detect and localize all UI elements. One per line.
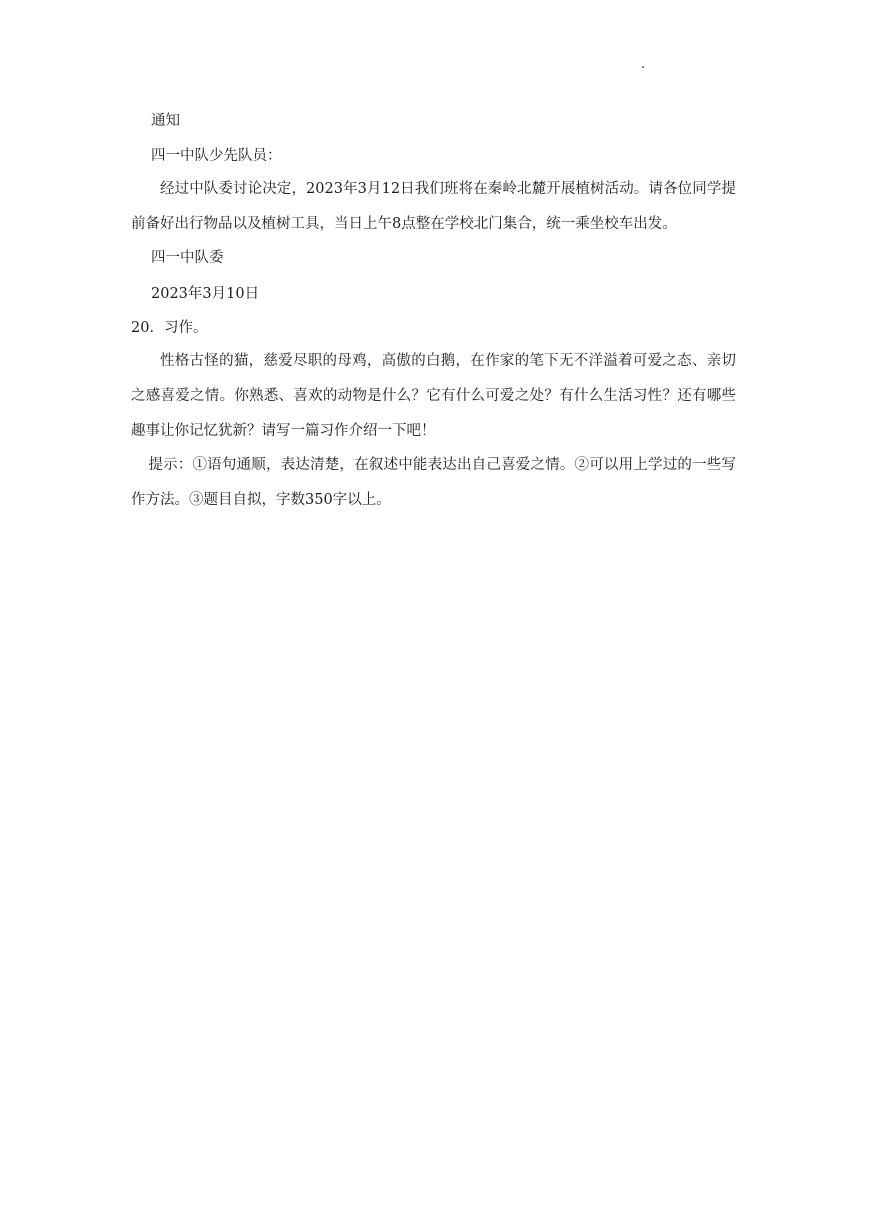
notice-body: 经过中队委讨论决定，2023年3月12日我们班将在秦岭北麓开展植树活动。请各位同学提前备好出行物品以及植树工具，当日上午8点整在学校北门集合，统一乘坐校车出发。: [131, 181, 736, 232]
notice-title: 通知: [151, 113, 180, 129]
question-number-title: 20．习作。: [131, 320, 208, 336]
question-prompt: 性格古怪的猫，慈爱尽职的母鸡，高傲的白鹅，在作家的笔下无不洋溢着可爱之态、亲切之感喜爱之情。你熟悉、喜欢的动物是什么？它有什么可爱之处？有什么生活习性？还有哪些趣事让你记忆犹新？请写一篇习作介绍一下吧！: [131, 353, 736, 439]
notice-greeting: 四一中队少先队员：: [151, 148, 282, 164]
question-hint: 提示：①语句通顺，表达清楚，在叙述中能表达出自己喜爱之情。②可以用上学过的一些写作方法。③题目自拟，字数350字以上。: [131, 457, 736, 508]
notice-date: 2023年3月10日: [151, 286, 260, 302]
notice-signature: 四一中队委: [151, 250, 224, 266]
page-marker-dot: [642, 66, 644, 68]
